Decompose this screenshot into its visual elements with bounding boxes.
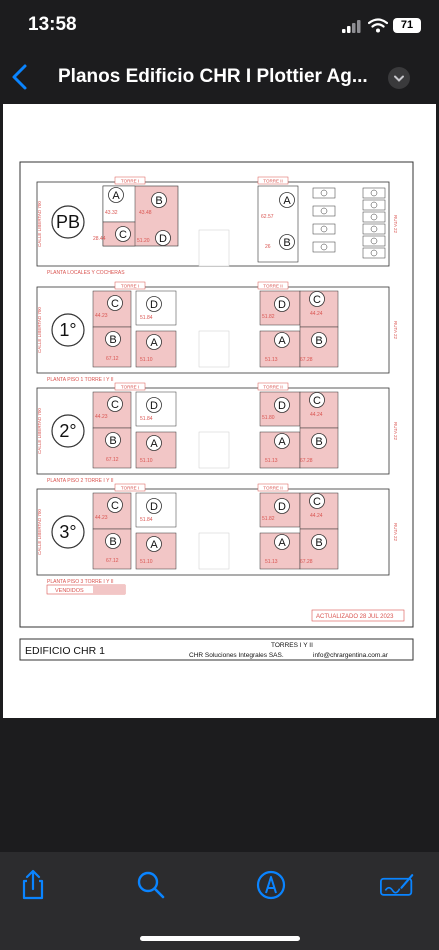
chevron-down-icon (388, 67, 410, 89)
document-title: Planos Edificio CHR I Plottier Ag... (58, 66, 368, 87)
parking-marker (371, 250, 377, 256)
floor-caption: PLANTA PISO 1 TORRE I Y II (47, 377, 114, 383)
street-right-label: RUTA 22 (393, 321, 398, 339)
unit-a-label: A (150, 337, 158, 349)
legend-label: VENDIDOS (55, 588, 84, 594)
unit-d-label: D (159, 233, 167, 245)
parking-marker (321, 244, 327, 250)
unit-d-label: D (278, 299, 286, 311)
unit-area-label: 51.84 (140, 517, 153, 523)
unit-area-label: 44.24 (310, 412, 323, 418)
parking-marker (371, 238, 377, 244)
battery-icon: 71 (393, 18, 421, 33)
unit-area-label: 44.23 (95, 515, 108, 521)
unit-area-label: 67.12 (106, 457, 119, 463)
unit-area-label: 51.82 (262, 314, 275, 320)
home-indicator (140, 936, 300, 941)
unit-area-label: 44.24 (310, 513, 323, 519)
unit-area-label: 67.28 (300, 559, 313, 565)
towers-label: TORRES I Y II (271, 642, 313, 649)
status-time: 13:58 (28, 14, 77, 35)
unit-area-label: 43.32 (105, 210, 118, 216)
unit-b-label: B (283, 237, 291, 249)
street-right-label: RUTA 22 (393, 215, 398, 233)
unit-c-label: C (313, 294, 321, 306)
parking-marker (321, 226, 327, 232)
unit-area-label: 67.12 (106, 356, 119, 362)
unit-b-label: B (109, 536, 117, 548)
title-menu-button[interactable] (388, 67, 410, 89)
unit-area-label: 44.23 (95, 414, 108, 420)
unit-a-label: A (283, 195, 291, 207)
cellular-signal-icon (342, 20, 362, 33)
unit-area-label: 51.20 (137, 238, 150, 244)
stair-core (199, 533, 229, 569)
floor-caption: PLANTA PISO 2 TORRE I Y II (47, 478, 114, 484)
back-chevron-icon[interactable] (6, 60, 36, 94)
floor-caption: PLANTA LOCALES Y COCHERAS (47, 270, 125, 276)
unit-area-label: 43.48 (139, 210, 152, 216)
unit-d-label: D (278, 501, 286, 513)
unit-b-label: B (109, 435, 117, 447)
unit-area-label: 51.82 (262, 516, 275, 522)
unit-area-label: 51.84 (140, 416, 153, 422)
unit-b-label: B (315, 436, 323, 448)
unit-a-label: A (278, 537, 286, 549)
signature-icon[interactable] (380, 868, 414, 902)
stair-core (199, 432, 229, 468)
navigation-bar (0, 52, 439, 104)
stair-core (199, 331, 229, 367)
wifi-icon (368, 18, 388, 33)
updated-label: ACTUALIZADO 28 JUL 2023 (316, 614, 394, 620)
stair-core (199, 230, 229, 266)
torre1-label: TORRE I (120, 485, 140, 491)
torre2-label: TORRE II (263, 178, 283, 184)
street-left-label: CALLE LIBERTAD 700 (37, 408, 42, 454)
unit-d-label: D (150, 501, 158, 513)
unit-area-label: 51.10 (140, 458, 153, 464)
parking-marker (371, 190, 377, 196)
unit-d-label: D (150, 400, 158, 412)
pdf-page[interactable] (3, 104, 436, 718)
unit-area-label: 26 (265, 244, 271, 250)
unit-area-label: 28.44 (93, 236, 106, 242)
search-icon[interactable] (134, 868, 168, 902)
unit-b-label: B (315, 537, 323, 549)
street-left-label: CALLE LIBERTAD 700 (37, 509, 42, 555)
unit-area-label: 44.23 (95, 313, 108, 319)
street-left-label: CALLE LIBERTAD 700 (37, 201, 42, 247)
unit-c-label: C (111, 298, 119, 310)
torre2-label: TORRE II (263, 485, 283, 491)
torre1-label: TORRE I (120, 283, 140, 289)
unit-a-label: A (150, 438, 158, 450)
unit-c-label: C (111, 500, 119, 512)
unit-area-label: 51.13 (265, 357, 278, 363)
parking-marker (321, 208, 327, 214)
street-right-label: RUTA 22 (393, 523, 398, 541)
unit-a-label: A (278, 335, 286, 347)
viewer-background (0, 718, 439, 852)
unit-area-label: 51.84 (140, 315, 153, 321)
unit-area-label: 51.10 (140, 559, 153, 565)
legend-swatch (93, 585, 125, 594)
unit-c-label: C (313, 496, 321, 508)
markup-icon[interactable] (254, 868, 288, 902)
unit-area-label: 51.80 (262, 415, 275, 421)
unit-b-label: B (155, 195, 163, 207)
parking-marker (321, 190, 327, 196)
unit-c-label: C (111, 399, 119, 411)
unit-d-label: D (150, 299, 158, 311)
unit-b-label: B (109, 334, 117, 346)
floor-caption: PLANTA PISO 3 TORRE I Y II (47, 579, 114, 585)
floor-plan-drawing (3, 104, 436, 718)
street-right-label: RUTA 22 (393, 422, 398, 440)
unit-a-label: A (278, 436, 286, 448)
parking-marker (371, 202, 377, 208)
unit-area-label: 67.12 (106, 558, 119, 564)
level-label: PB (55, 212, 81, 232)
level-label: 1° (59, 320, 77, 340)
parking-marker (371, 226, 377, 232)
unit-area-label: 67.28 (300, 357, 313, 363)
unit-d-label: D (278, 400, 286, 412)
building-name: EDIFICIO CHR 1 (25, 645, 105, 657)
unit-a-label: A (150, 539, 158, 551)
unit-b-label: B (315, 335, 323, 347)
unit-c-label: C (119, 229, 127, 241)
unit-c-label: C (313, 395, 321, 407)
company-name: CHR Soluciones Integrales SAS. (189, 652, 284, 659)
torre2-label: TORRE II (263, 384, 283, 390)
unit-area-label: 51.13 (265, 458, 278, 464)
company-email: info@chrargentina.com.ar (313, 652, 388, 659)
torre1-label: TORRE I (120, 384, 140, 390)
bottom-toolbar (0, 852, 439, 950)
share-icon[interactable] (16, 868, 50, 902)
unit-a-label: A (112, 190, 120, 202)
level-label: 2° (59, 421, 77, 441)
unit-area-label: 51.13 (265, 559, 278, 565)
unit-area-label: 67.28 (300, 458, 313, 464)
unit-area-label: 44.24 (310, 311, 323, 317)
torre1-label: TORRE I (120, 178, 140, 184)
level-label: 3° (59, 522, 77, 542)
torre2-label: TORRE II (263, 283, 283, 289)
parking-marker (371, 214, 377, 220)
unit-area-label: 62.57 (261, 214, 274, 220)
street-left-label: CALLE LIBERTAD 700 (37, 307, 42, 353)
unit-area-label: 51.10 (140, 357, 153, 363)
status-bar (0, 0, 439, 52)
